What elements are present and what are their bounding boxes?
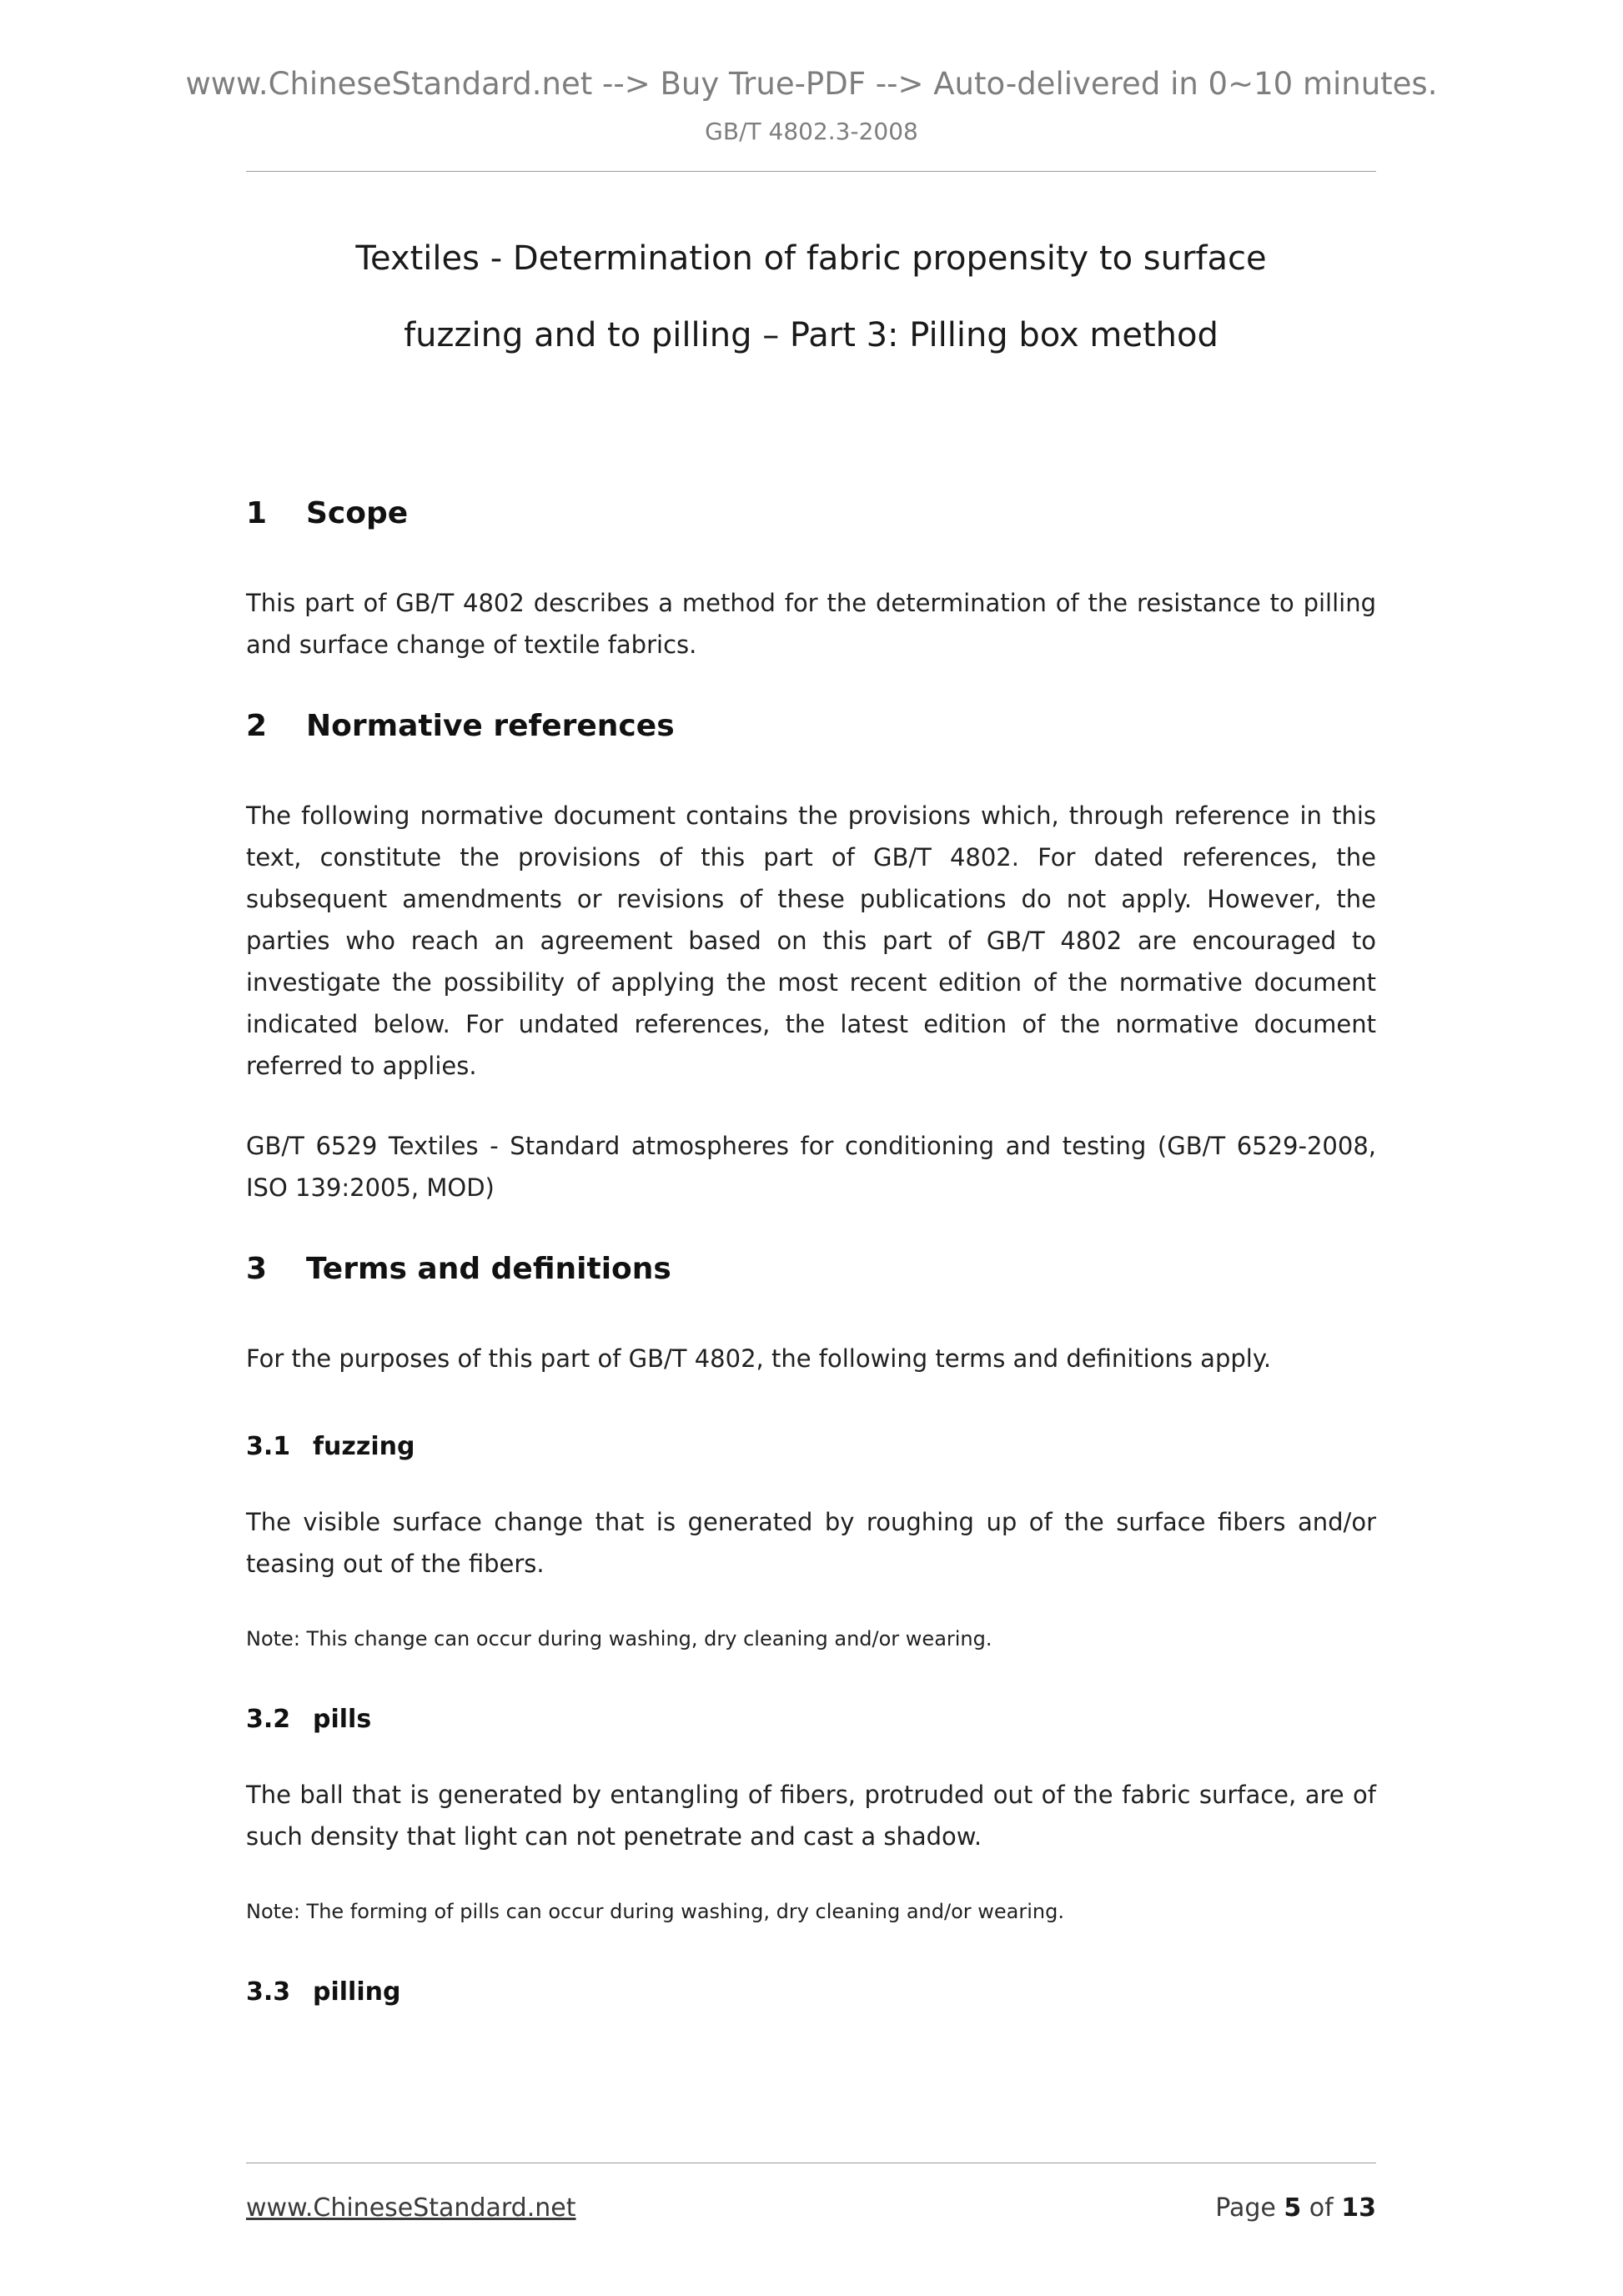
page-of-label: of — [1301, 2193, 1342, 2223]
document-title-line2: fuzzing and to pilling – Part 3: Pilling box method — [404, 316, 1219, 354]
section-heading-scope — [246, 495, 1376, 532]
normative-reference-entry: GB/T 6529 Textiles - Standard atmospheres for conditioning and testing (GB/T 6529-2008, ISO 139:2005, MOD) — [246, 1132, 1376, 1202]
section-number: 3 — [246, 1252, 268, 1286]
term-note: Note: The forming of pills can occur during washing, dry cleaning and/or wearing. — [246, 1900, 1064, 1923]
section-heading-terms — [246, 1250, 1376, 1288]
section-normative-references — [246, 707, 1376, 1208]
term-number: 3.2 — [246, 1705, 291, 1734]
term-heading-pilling — [246, 1977, 1376, 2008]
document-body — [246, 172, 1376, 2163]
page-header — [0, 65, 1623, 172]
section-number: 1 — [246, 496, 268, 530]
term-name: fuzzing — [313, 1432, 415, 1461]
section-number: 2 — [246, 709, 268, 743]
terms-intro-paragraph: For the purposes of this part of GB/T 4802, the following terms and definitions apply. — [246, 1344, 1272, 1373]
term-number: 3.1 — [246, 1432, 291, 1461]
footer-site-link[interactable]: www.ChineseStandard.net — [246, 2193, 576, 2223]
document-title-line1: Textiles - Determination of fabric propensity to surface — [355, 239, 1267, 278]
header-standard-number: GB/T 4802.3-2008 — [705, 118, 918, 145]
scope-paragraph: This part of GB/T 4802 describes a method for the determination of the resistance to pilling and surface change of textile fabrics. — [246, 589, 1376, 659]
section-title: Normative references — [306, 709, 675, 743]
document-title — [246, 220, 1376, 374]
normative-paragraph: The following normative document contains the provisions which, through reference in this text, constitute the provisions of this part of GB/T 4802. For dated references, the subsequent amendments or revisions of these publications do not apply. However, the parties who reach an agreement based on this part of GB/T 4802 are encouraged to investigate the possibility of applying the most recent edition of the normative document indicated below. For undated references, the latest edition of the normative document referred to applies. — [246, 801, 1376, 1080]
section-terms-definitions — [246, 1250, 1376, 2008]
page-current: 5 — [1284, 2193, 1302, 2223]
section-title: Terms and definitions — [306, 1252, 671, 1286]
term-heading-fuzzing — [246, 1431, 1376, 1463]
term-name: pills — [313, 1705, 372, 1734]
section-title: Scope — [306, 496, 409, 530]
footer-row — [246, 2193, 1376, 2223]
page-indicator — [1215, 2193, 1376, 2223]
term-name: pilling — [313, 1977, 401, 2007]
page-footer — [246, 2163, 1376, 2223]
term-definition: The ball that is generated by entangling of fibers, protruded out of the fabric surface, are of such density that light can not penetrate and cast a shadow. — [246, 1781, 1376, 1851]
section-scope — [246, 495, 1376, 666]
term-heading-pills — [246, 1704, 1376, 1736]
term-definition: The visible surface change that is generated by roughing up of the surface fibers and/or teasing out of the fibers. — [246, 1508, 1376, 1578]
term-note: Note: This change can occur during washing, dry cleaning and/or wearing. — [246, 1627, 992, 1650]
section-heading-normative — [246, 707, 1376, 745]
term-number: 3.3 — [246, 1977, 291, 2007]
page-total: 13 — [1341, 2193, 1376, 2223]
page-label: Page — [1215, 2193, 1284, 2223]
header-banner: www.ChineseStandard.net --> Buy True-PDF --> Auto-delivered in 0~10 minutes. — [185, 66, 1438, 102]
